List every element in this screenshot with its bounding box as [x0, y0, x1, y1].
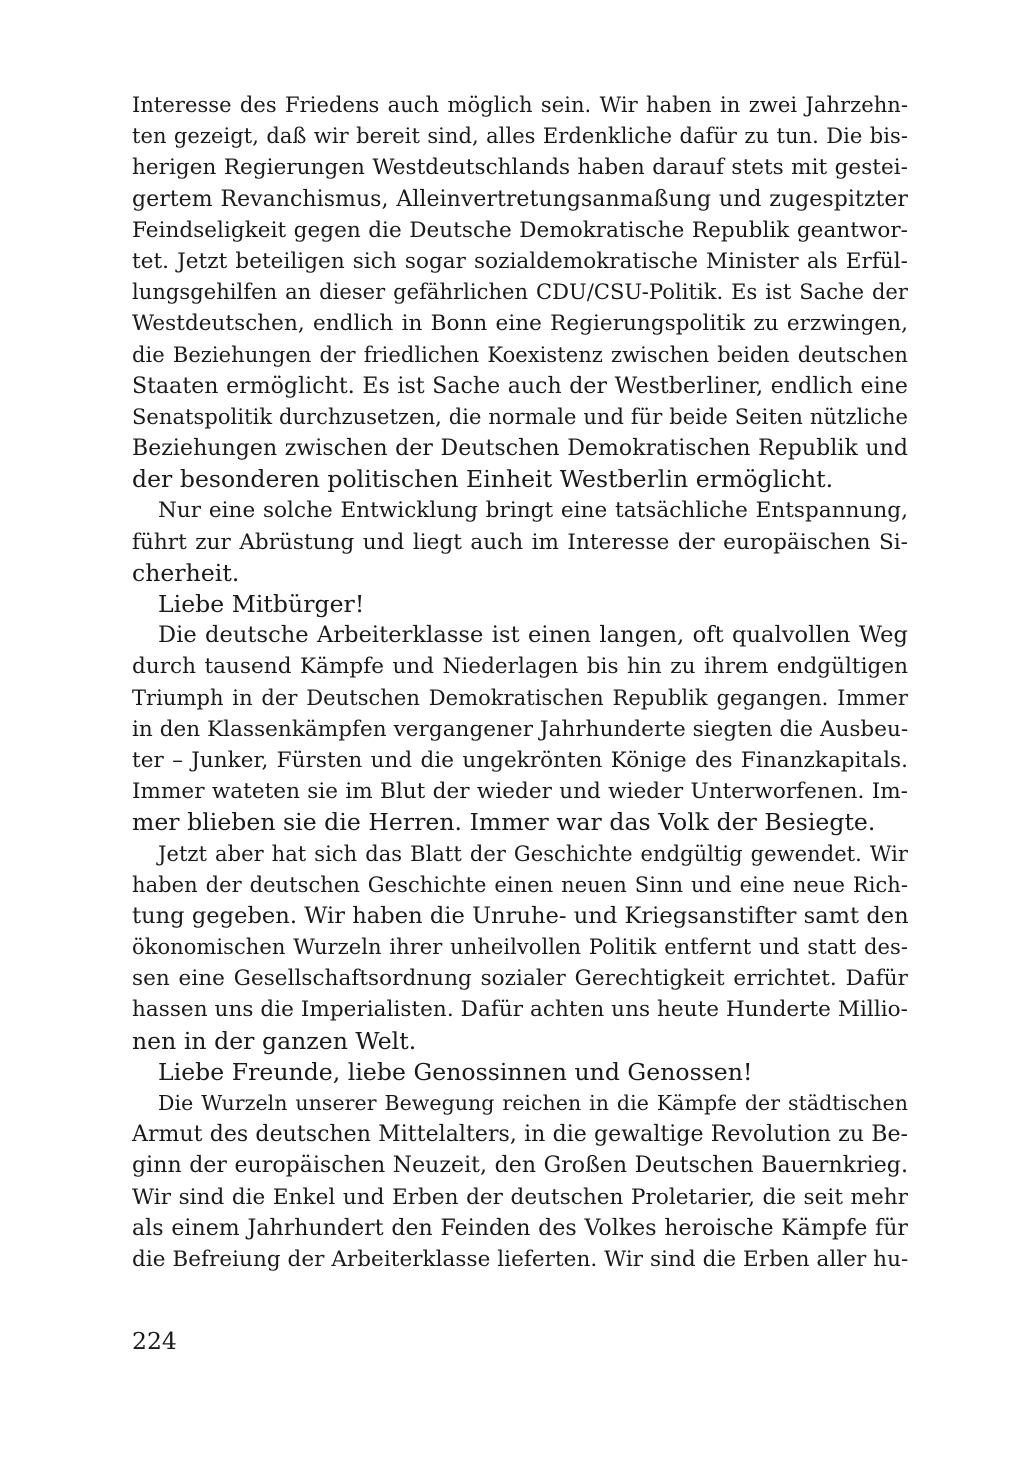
text-line: ten gezeigt, daß wir bereit sind, alles Erdenkliche dafür zu tun. Die bis- — [132, 124, 908, 149]
text-line: Liebe Mitbürger! — [158, 590, 365, 618]
text-line: Westdeutschen, endlich in Bonn eine Regierungspolitik zu erzwingen, — [132, 311, 908, 337]
text-line: Staaten ermöglicht. Es ist Sache auch der Westberliner, endlich eine — [132, 373, 908, 399]
paragraph — [132, 1088, 908, 1275]
page-body — [132, 90, 908, 1275]
salutation — [132, 1057, 908, 1088]
text-line: Senatspolitik durchzusetzen, die normale und für beide Seiten nützliche — [132, 404, 908, 429]
text-line: in den Klassenkämpfen vergangener Jahrhunderte siegten die Ausbeu- — [132, 716, 909, 742]
text-line: herigen Regierungen Westdeutschlands haben darauf stets mit gestei- — [132, 155, 908, 181]
text-line: Beziehungen zwischen der Deutschen Demokratischen Republik und — [132, 436, 908, 462]
text-line: Interesse des Friedens auch möglich sein. Wir haben in zwei Jahrzehn- — [132, 93, 908, 117]
text-line: mer blieben sie die Herren. Immer war das Volk der Besiegte. — [132, 808, 876, 837]
text-line: hassen uns die Imperialisten. Dafür achten uns heute Hunderte Millio- — [132, 997, 908, 1023]
text-line: lungsgehilfen an dieser gefährlichen CDU/CSU-Politik. Es ist Sache der — [132, 280, 908, 305]
text-line: gertem Revanchismus, Alleinvertretungsanmaßung und zugespitzter — [132, 186, 908, 212]
text-line: ter – Junker, Fürsten und die ungekrönten Könige des Finanzkapitals. — [132, 747, 908, 773]
text-line: als einem Jahrhundert den Feinden des Volkes heroische Kämpfe für — [132, 1215, 908, 1241]
text-line: Die Wurzeln unserer Bewegung reichen in die Kämpfe der städtischen — [158, 1091, 908, 1115]
text-line: Feindseligkeit gegen die Deutsche Demokratische Republik geantwor- — [132, 217, 908, 243]
text-line: ökonomischen Wurzeln ihrer unheilvollen Politik entfernt und statt des- — [132, 935, 908, 960]
text-line: die Befreiung der Arbeiterklasse lieferten. Wir sind die Erben aller hu- — [132, 1246, 909, 1272]
text-line: Armut des deutschen Mittelalters, in die gewaltige Revolution zu Be- — [132, 1122, 908, 1148]
text-line: Triumph in der Deutschen Demokratischen Republik gegangen. Immer — [132, 685, 908, 710]
page-number: 224 — [132, 1327, 177, 1355]
text-line: die Beziehungen der friedlichen Koexistenz zwischen beiden deutschen — [132, 342, 908, 367]
text-line: Nur eine solche Entwicklung bringt eine tatsächliche Entspannung, — [158, 498, 908, 524]
text-line: tung gegeben. Wir haben die Unruhe- und Kriegsanstifter samt den — [132, 902, 909, 929]
text-line: Liebe Freunde, liebe Genossinnen und Genossen! — [158, 1057, 753, 1086]
text-line: cherheit. — [132, 558, 240, 587]
text-line: Wir sind die Enkel und Erben der deutschen Proletarier, die seit mehr — [132, 1184, 908, 1210]
paragraph — [132, 495, 908, 589]
text-line: ginn der europäischen Neuzeit, den Großen Deutschen Bauernkrieg. — [132, 1153, 908, 1179]
text-line: sen eine Gesellschaftsordnung sozialer Gerechtigkeit errichtet. Dafür — [132, 966, 908, 992]
text-line: Immer wateten sie im Blut der wieder und wieder Unterworfenen. Im- — [132, 779, 908, 805]
paragraph — [132, 620, 908, 838]
paragraph — [132, 839, 908, 1057]
salutation — [132, 589, 908, 620]
text-line: durch tausend Kämpfe und Niederlagen bis hin zu ihrem endgültigen — [132, 654, 908, 680]
text-line: der besonderen politischen Einheit Westberlin ermöglicht. — [132, 465, 834, 494]
text-line: Jetzt aber hat sich das Blatt der Geschichte endgültig gewendet. Wir — [158, 841, 908, 866]
text-line: führt zur Abrüstung und liegt auch im Interesse der europäischen Si- — [132, 529, 908, 555]
text-line: haben der deutschen Geschichte einen neuen Sinn und eine neue Rich- — [132, 872, 908, 897]
text-line: nen in der ganzen Welt. — [132, 1026, 417, 1055]
paragraph — [132, 90, 908, 495]
text-line: Die deutsche Arbeiterklasse ist einen langen, oft qualvollen Weg — [158, 622, 908, 649]
text-line: tet. Jetzt beteiligen sich sogar sozialdemokratische Minister als Erfül- — [132, 248, 908, 274]
